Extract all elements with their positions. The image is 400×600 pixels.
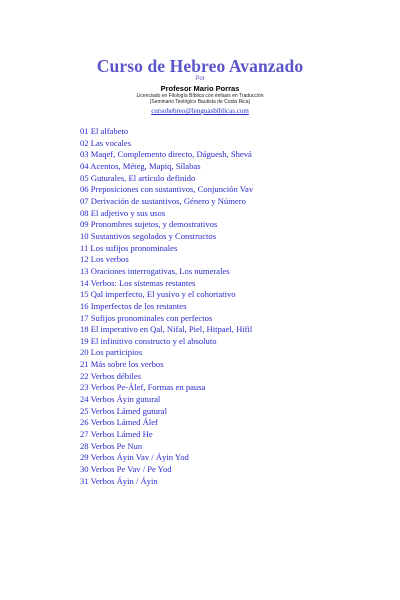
- toc-item-label[interactable]: 03 Maqef, Complemento directo, Dáguesh, Shevá: [80, 149, 252, 160]
- toc-item-label[interactable]: 05 Guturales, El artículo definido: [80, 172, 196, 183]
- toc-item-29[interactable]: [80, 452, 380, 464]
- toc-item-06[interactable]: [80, 184, 380, 196]
- byline-por: Por: [195, 76, 205, 82]
- toc-item-label[interactable]: 08 El adjetivo y sus usos: [80, 207, 166, 218]
- toc-item-label[interactable]: 12 Los verbos: [80, 254, 129, 265]
- toc-item-label[interactable]: 01 El alfabeto: [80, 126, 129, 136]
- toc-item-label[interactable]: 18 El imperativo en Qal, Nifal, Piel, Hitpael, Hifil: [80, 324, 253, 335]
- course-title: Curso de Hebreo Avanzado: [96, 56, 304, 76]
- toc-item-14[interactable]: [80, 278, 380, 290]
- toc-item-01[interactable]: [80, 126, 380, 138]
- toc-item-label[interactable]: 29 Verbos Áyin Vav / Áyin Yod: [80, 452, 189, 463]
- toc-item-27[interactable]: [80, 429, 380, 441]
- author-name: Profesor Mario Porras: [160, 84, 240, 93]
- toc-item-label[interactable]: 14 Verbos: Los sistemas restantes: [80, 277, 196, 288]
- toc-item-label[interactable]: 20 Los participios: [80, 347, 143, 358]
- toc-item-label[interactable]: 25 Verbos Lámed gutural: [80, 405, 167, 416]
- toc-item-label[interactable]: 07 Derivación de sustantivos, Género y Número: [80, 195, 246, 206]
- toc-item-label[interactable]: 04 Acentos, Méteg, Mapiq, Sílabas: [80, 160, 201, 171]
- toc-item-label[interactable]: 17 Sufijos pronominales con perfectos: [80, 312, 213, 323]
- contact-email-link[interactable]: cursohebreo@lenguasbiblicas.com: [151, 107, 249, 115]
- toc-item-25[interactable]: [80, 406, 380, 418]
- toc-item-label[interactable]: 06 Preposiciones con sustantivos, Conjunción Vav: [80, 184, 254, 195]
- author-credentials-line1: Licenciado en Filología Bíblica con énfasis en Traducción: [136, 93, 264, 99]
- toc-item-20[interactable]: [80, 347, 380, 359]
- toc-item-30[interactable]: [80, 464, 380, 476]
- toc-item-07[interactable]: [80, 196, 380, 208]
- toc-item-09[interactable]: [80, 219, 380, 231]
- toc-item-31[interactable]: [80, 476, 380, 488]
- document-header: [0, 56, 400, 115]
- toc-item-05[interactable]: [80, 173, 380, 185]
- toc-item-label[interactable]: 28 Verbos Pe Nun: [80, 440, 143, 451]
- toc-item-17[interactable]: [80, 313, 380, 325]
- toc-item-08[interactable]: [80, 208, 380, 220]
- toc-item-label[interactable]: 21 Más sobre los verbos: [80, 359, 164, 370]
- toc-item-label[interactable]: 26 Verbos Lámed Álef: [80, 417, 158, 428]
- toc-item-label[interactable]: 19 El infinitivo constructo y el absoluto: [80, 335, 217, 346]
- toc-item-11[interactable]: [80, 243, 380, 255]
- toc-item-18[interactable]: [80, 324, 380, 336]
- toc-item-23[interactable]: [80, 382, 380, 394]
- toc-item-02[interactable]: [80, 138, 380, 150]
- toc-item-04[interactable]: [80, 161, 380, 173]
- toc-item-12[interactable]: [80, 254, 380, 266]
- toc-item-label[interactable]: 31 Verbos Áyin / Áyin: [80, 475, 158, 486]
- toc-item-label[interactable]: 27 Verbos Lámed He: [80, 429, 153, 440]
- author-credentials-line2: (Seminario Teológico Bautista de Costa Rica): [149, 99, 251, 105]
- toc-item-15[interactable]: [80, 289, 380, 301]
- toc-item-03[interactable]: [80, 149, 380, 161]
- toc-item-label[interactable]: 30 Verbos Pe Vav / Pe Yod: [80, 464, 172, 475]
- toc-item-label[interactable]: 09 Pronombres sujetos, y demostrativos: [80, 219, 218, 230]
- toc-item-22[interactable]: [80, 371, 380, 383]
- toc-item-label[interactable]: 22 Verbos débiles: [80, 370, 141, 381]
- toc-item-label[interactable]: 10 Sustantivos segolados y Constructos: [80, 230, 217, 241]
- toc-item-13[interactable]: [80, 266, 380, 278]
- toc-item-10[interactable]: [80, 231, 380, 243]
- toc-item-16[interactable]: [80, 301, 380, 313]
- toc-item-label[interactable]: 02 Las vocales: [80, 137, 132, 148]
- toc-item-label[interactable]: 16 Imperfectos de los restantes: [80, 300, 187, 311]
- toc-item-24[interactable]: [80, 394, 380, 406]
- toc-item-26[interactable]: [80, 417, 380, 429]
- toc-item-21[interactable]: [80, 359, 380, 371]
- toc-item-label[interactable]: 24 Verbos Áyin gutural: [80, 394, 161, 405]
- toc-item-19[interactable]: [80, 336, 380, 348]
- toc-item-28[interactable]: [80, 441, 380, 453]
- toc-item-label[interactable]: 23 Verbos Pe-Álef, Formas en pausa: [80, 382, 206, 393]
- toc-item-label[interactable]: 15 Qal imperfecto, El yusivo y el cohortativo: [80, 289, 236, 300]
- toc-item-label[interactable]: 11 Los sufijos pronominales: [80, 242, 178, 253]
- table-of-contents: [80, 126, 380, 487]
- toc-item-label[interactable]: 13 Oraciones interrogativas, Los numerales: [80, 265, 230, 276]
